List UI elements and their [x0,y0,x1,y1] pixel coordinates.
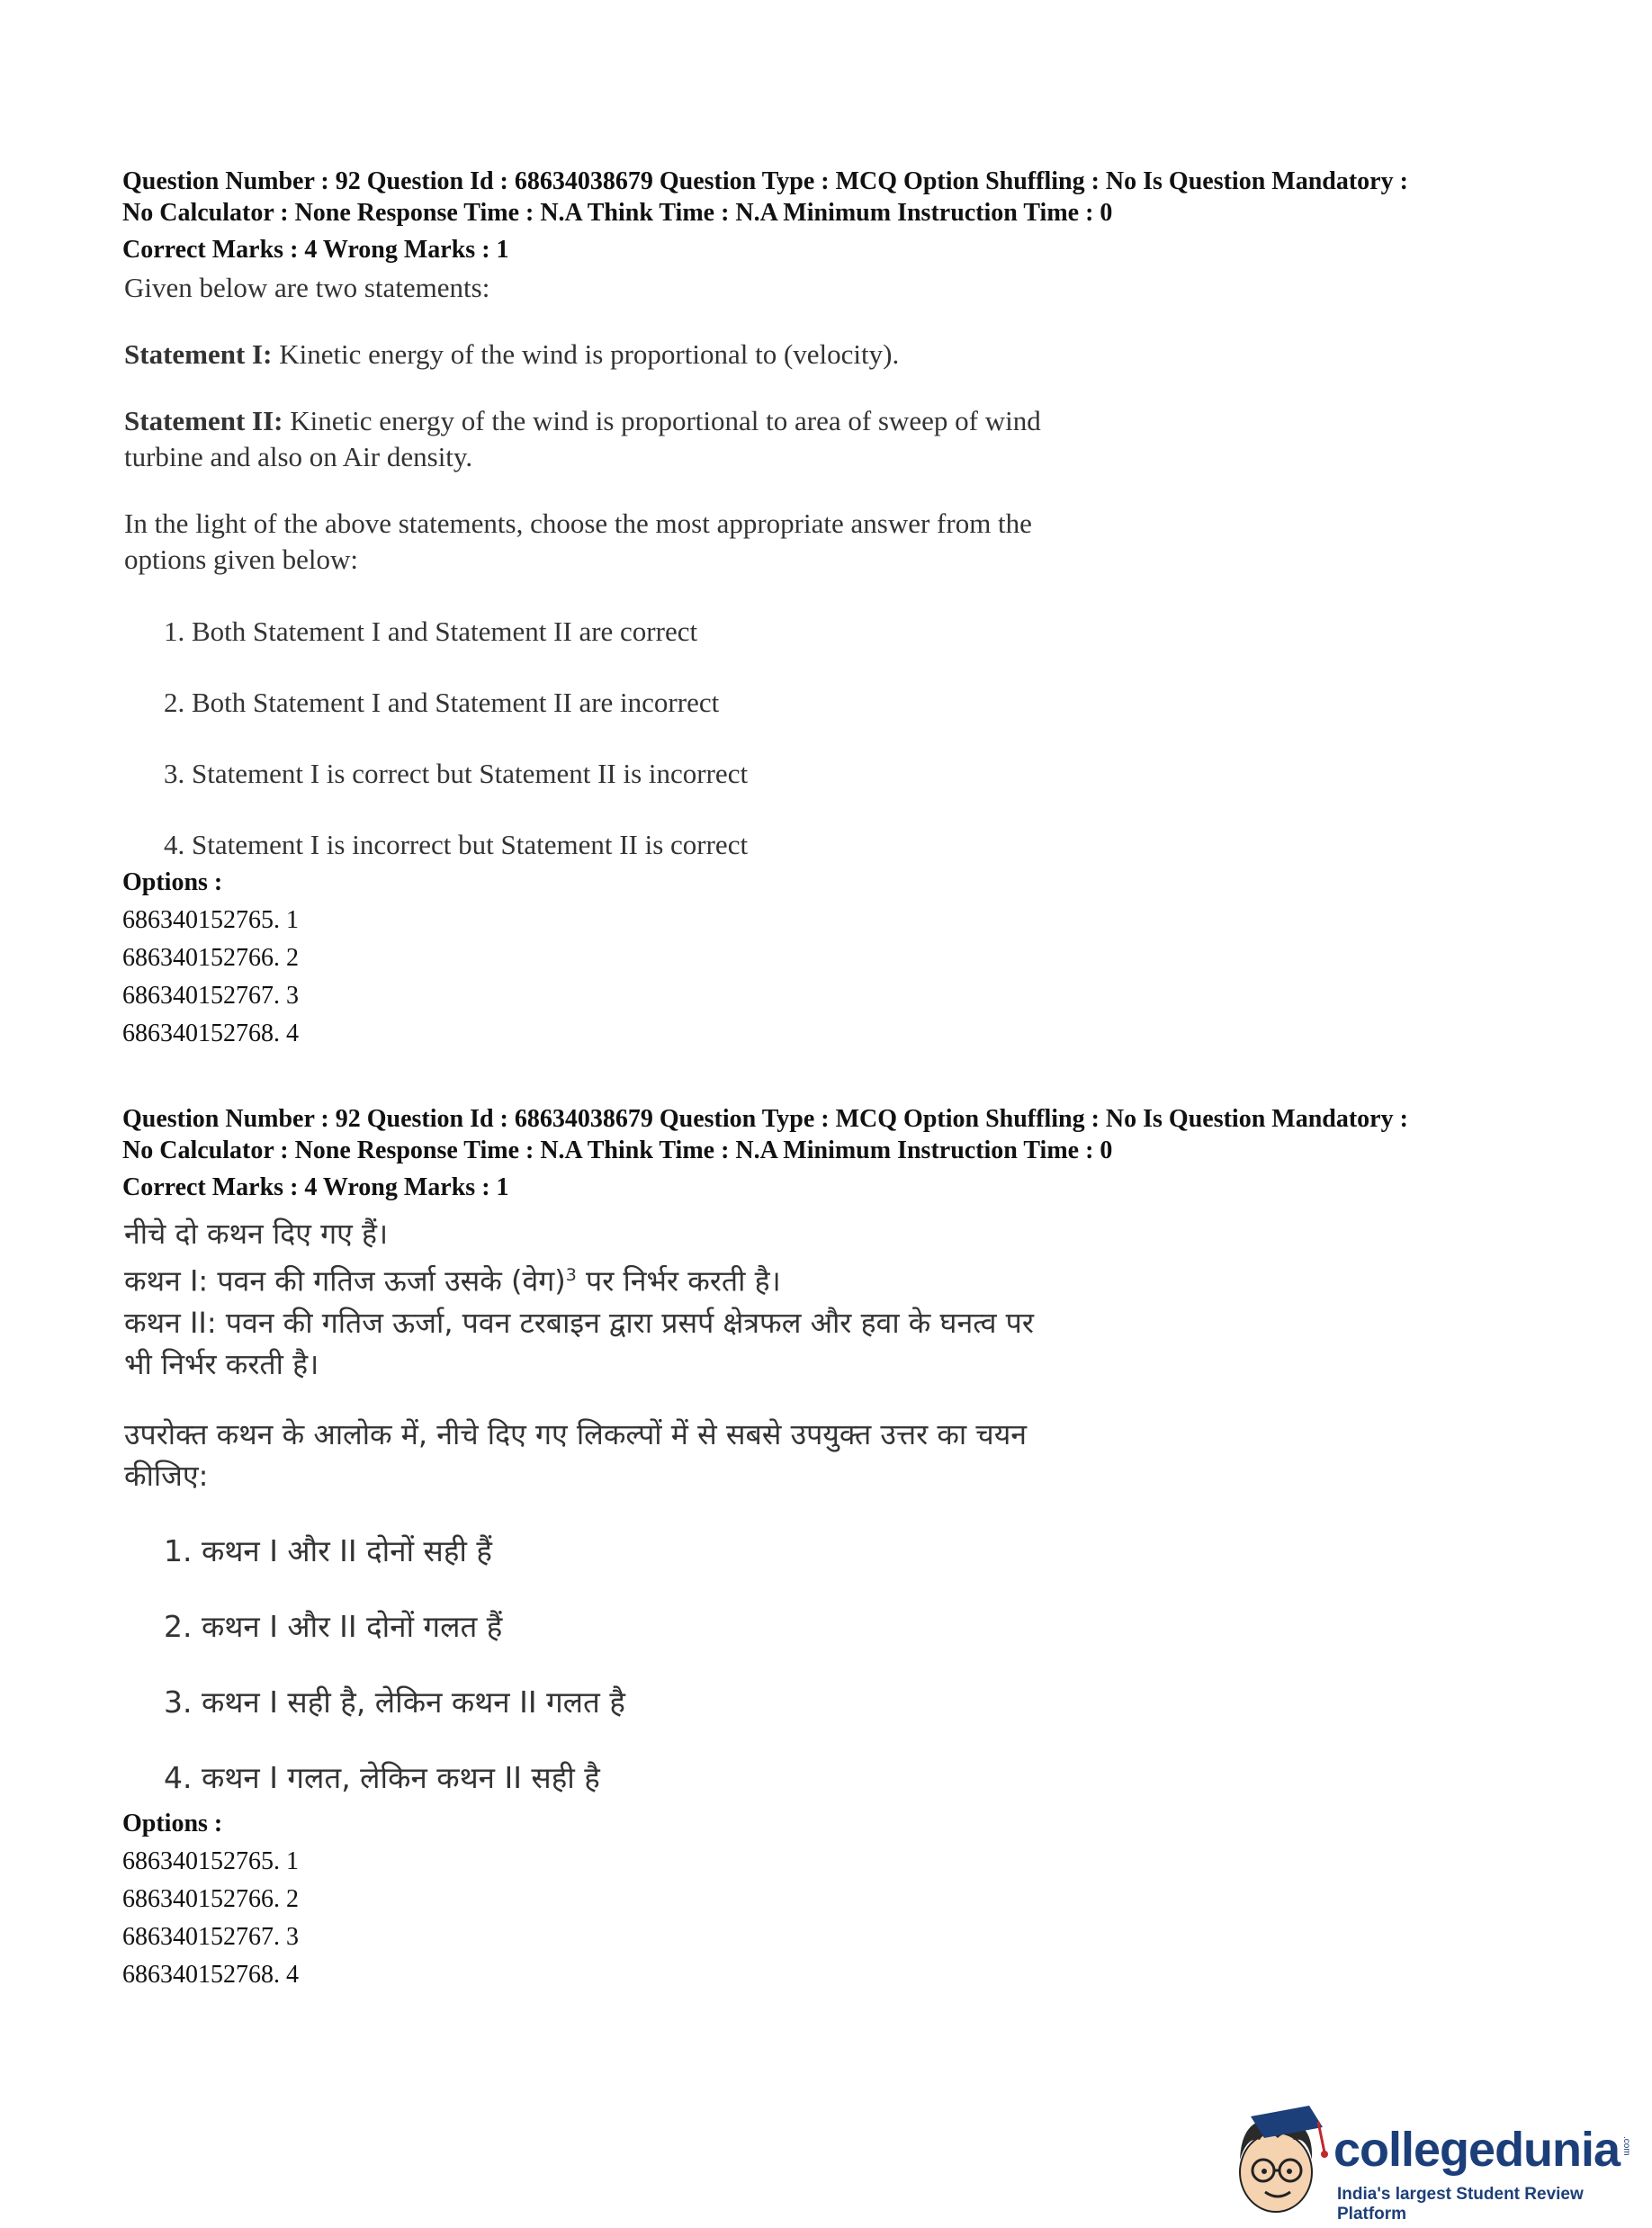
question-body [124,1213,1034,1496]
options-list [122,864,299,1053]
marks-line: Correct Marks : 4 Wrong Marks : 1 [122,236,509,264]
question-prompt-cont: कीजिए: [124,1458,209,1493]
question-meta [122,1103,1562,1203]
statement-1 [124,1254,1034,1302]
logo-tagline: India's largest Student Review Platform [1337,2185,1584,2224]
option-item: 686340152768. 4 [122,1020,299,1047]
statement-text-end: पर निर्भर करती है। [576,1263,781,1298]
statement-2 [124,403,1041,439]
meta-line: Question Number : 92 Question Id : 68634038679 Question Type : MCQ Option Shuffling : No Is Question Mandatory : [122,167,1408,195]
answer-choice: 1. Both Statement I and Statement II are correct [164,615,698,647]
mascot-icon [1224,2097,1332,2223]
statement-text-cont: भी निर्भर करती है। [124,1346,319,1381]
option-item: 686340152767. 3 [122,982,299,1010]
logo-domain: .com [1621,2136,1631,2156]
statement-text: Kinetic energy of the wind is proportional to (velocity). [279,338,900,370]
meta-line: No Calculator : None Response Time : N.A Think Time : N.A Minimum Instruction Time : 0 [122,199,1113,227]
collegedunia-logo [1224,2097,1647,2223]
logo-wordmark: collegedunia [1333,2123,1621,2177]
superscript: 3 [565,1265,577,1285]
option-item: 686340152768. 4 [122,1961,299,1989]
options-list [122,1805,299,1994]
answer-choice: 2. Both Statement I and Statement II are incorrect [164,687,720,718]
question-body [124,270,1041,578]
option-item: 686340152767. 3 [122,1923,299,1951]
answer-choice: 4. कथन I गलत, लेकिन कथन II सही है [164,1760,600,1795]
statement-label: Statement I: [124,338,273,370]
meta-line: No Calculator : None Response Time : N.A Think Time : N.A Minimum Instruction Time : 0 [122,1136,1113,1164]
statement-text: Kinetic energy of the wind is proportional to area of sweep of wind [290,405,1041,436]
answer-choice: 3. Statement I is correct but Statement II is incorrect [164,758,749,789]
marks-line: Correct Marks : 4 Wrong Marks : 1 [122,1173,509,1201]
option-item: 686340152765. 1 [122,1847,299,1875]
question-intro: Given below are two statements: [124,272,490,303]
answer-choice: 4. Statement I is incorrect but Statement II is correct [164,829,749,860]
statement-text: कथन I: पवन की गतिज ऊर्जा उसके (वेग) [124,1263,566,1298]
option-item: 686340152766. 2 [122,1885,299,1913]
statement-2: कथन II: पवन की गतिज ऊर्जा, पवन टरबाइन द्वारा प्रसर्प क्षेत्रफल और हवा के घनत्व पर [124,1305,1034,1340]
question-prompt: In the light of the above statements, choose the most appropriate answer from the [124,508,1032,539]
statement-label: Statement II: [124,405,283,436]
option-item: 686340152766. 2 [122,944,299,972]
answer-choice: 1. कथन I और II दोनों सही हैं [164,1533,492,1568]
answer-choice: 2. कथन I और II दोनों गलत हैं [164,1609,503,1644]
statement-1 [124,337,1041,373]
statement-text-cont: turbine and also on Air density. [124,441,473,472]
question-prompt-cont: options given below: [124,544,359,575]
options-heading: Options : [122,868,223,896]
options-heading: Options : [122,1810,223,1837]
meta-line: Question Number : 92 Question Id : 68634038679 Question Type : MCQ Option Shuffling : No Is Question Mandatory : [122,1105,1408,1133]
question-meta [122,166,1562,265]
question-intro: नीचे दो कथन दिए गए हैं। [124,1217,389,1251]
question-prompt: उपरोक्त कथन के आलोक में, नीचे दिए गए लिकल्पों में से सबसे उपयुक्त उत्तर का चयन [124,1416,1028,1451]
option-item: 686340152765. 1 [122,906,299,934]
answer-choice: 3. कथन I सही है, लेकिन कथन II गलत है [164,1684,625,1720]
